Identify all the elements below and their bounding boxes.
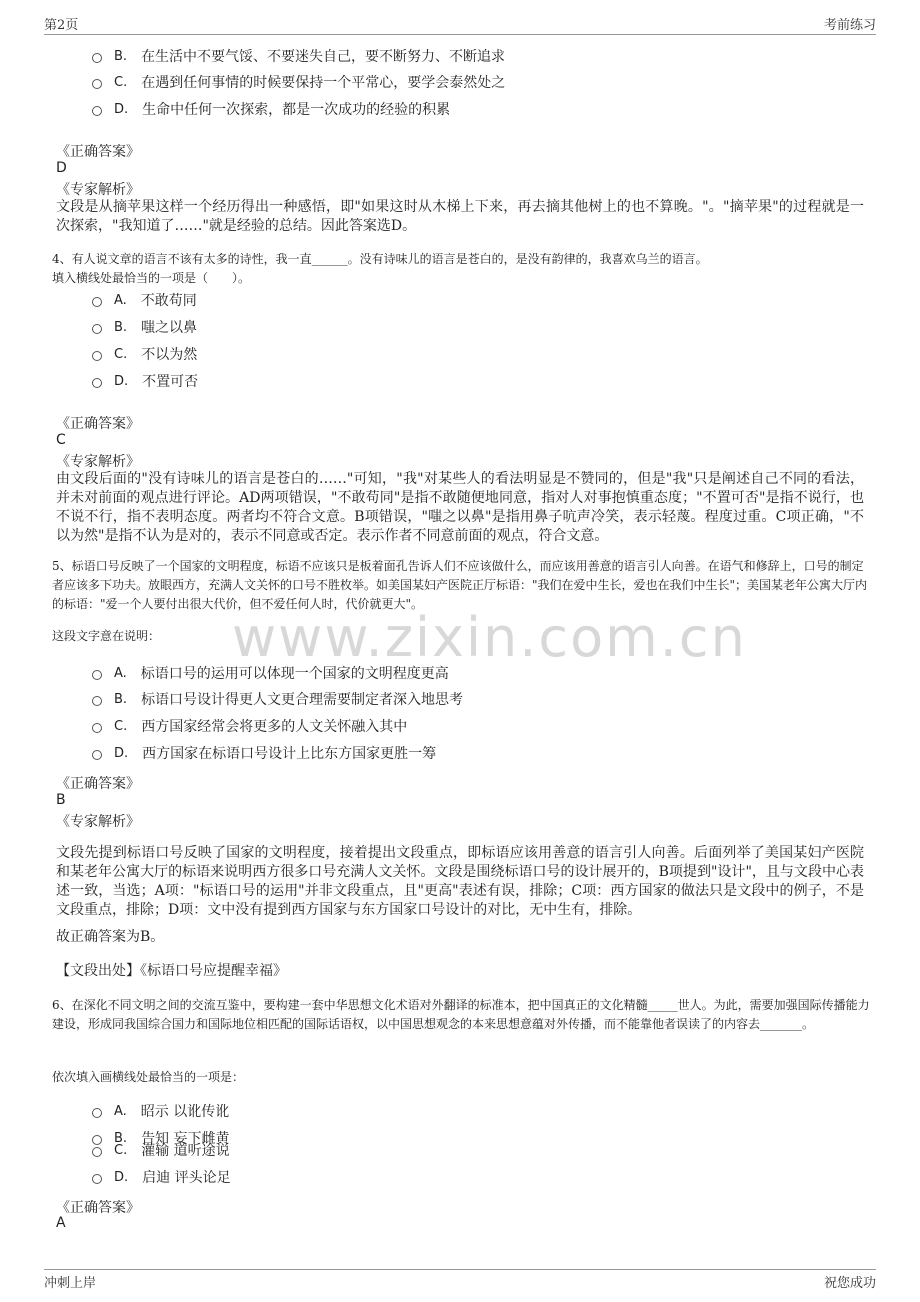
option-key: D. (114, 373, 129, 389)
radio-icon[interactable] (92, 1147, 102, 1157)
q4-answer: C (56, 432, 66, 448)
q4-option-d[interactable] (92, 371, 198, 391)
option-text: 在遇到任何事情的时候要保持一个平常心，要学会泰然处之 (141, 75, 506, 91)
q6-option-c[interactable] (92, 1140, 230, 1160)
radio-icon[interactable] (92, 1108, 102, 1118)
option-key: B. (114, 48, 128, 64)
q5-prompt: 这段文字意在说明： (52, 629, 161, 643)
option-key: C. (114, 74, 128, 90)
q3-analysis: 文段是从摘苹果这样一个经历得出一种感悟，即"如果这时从木梯上下来，再去摘其他树上的也不算晚。"。"摘苹果"的过程就是一次探索，"我知道了……"就是经验的总结。因此答案选D。 (56, 199, 864, 234)
radio-icon[interactable] (92, 1174, 102, 1184)
q4-analysis: 由文段后面的"没有诗味儿的语言是苍白的……"可知，"我"对某些人的看法明显是不赞同的，但是"我"只是阐述自己不同的看法，并未对前面的观点进行评论。AD两项错误，"不敢苟同"是指不敢随便地同意，指对人对事抱慎重态度；"不置可否"是指不说行，也不说不行，指不表明态度。两者均不符合文意。B项错误，"嗤之以鼻"是指用鼻子吭声冷笑，表示轻蔑。程度过重。C项正确，"不以为然"是指不认为是对的，表示不同意或否定。表示作者不同意前面的观点，符合文意。 (56, 471, 864, 544)
page-header (44, 12, 876, 35)
radio-icon[interactable] (92, 378, 102, 388)
option-text: 生命中任何一次探索，都是一次成功的经验的积累 (142, 102, 451, 118)
q5-analysis: 文段先提到标语口号反映了国家的文明程度，接着提出文段重点，即标语应该用善意的语言引人向善。后面列举了美国某妇产医院和某老年公寓大厅的标语来说明西方很多口号充满人文关怀。文段是围绕标语口号的设计展开的，B项提到"设计"，且与文段中心表述一致，当选；A项："标语口号的运用"并非文段重点，且"更高"表述有误，排除；C项：西方国家的做法只是文段中的例子，不是文段重点，排除；D项：文中没有提到西方国家与东方国家口号设计的对比，无中生有，排除。 (56, 845, 864, 918)
q5-option-b[interactable] (92, 689, 463, 709)
q6-prompt: 依次填入画横线处最恰当的一项是： (52, 1070, 245, 1084)
option-key: A. (114, 665, 127, 681)
option-text: 西方国家经常会将更多的人文关怀融入其中 (141, 719, 408, 735)
q4-option-c[interactable] (92, 344, 197, 364)
option-text: 标语口号设计得更人文更合理需要制定者深入地思考 (141, 692, 464, 708)
q3-option-c[interactable] (92, 72, 505, 92)
option-key: C. (114, 346, 128, 362)
option-text: 标语口号的运用可以体现一个国家的文明程度更高 (140, 666, 449, 682)
option-key: B. (114, 1130, 128, 1146)
option-text: 在生活中不要气馁、不要迷失自己，要不断努力、不断追求 (141, 49, 506, 65)
option-key: D. (114, 745, 129, 761)
q4-stem: 4、有人说文章的语言不该有太多的诗性，我一直______。没有诗味儿的语言是苍白的，是没有韵律的，我喜欢乌兰的语言。 (52, 252, 708, 266)
option-text: 不敢苟同 (140, 293, 197, 309)
q4-answer-label: 《正确答案》 (56, 416, 140, 432)
option-text: 不以为然 (141, 347, 198, 363)
q4-analysis-label: 《专家解析》 (56, 454, 140, 470)
q5-answer-label: 《正确答案》 (56, 776, 140, 792)
q6-answer-label: 《正确答案》 (56, 1200, 140, 1216)
radio-icon[interactable] (92, 79, 102, 89)
q4-option-b[interactable] (92, 317, 197, 337)
watermark: www.zixin.com.cn (232, 606, 747, 669)
option-key: B. (114, 319, 128, 335)
q3-answer-label: 《正确答案》 (56, 144, 140, 160)
option-text: 灌输 道听途说 (141, 1143, 230, 1159)
radio-icon[interactable] (92, 750, 102, 760)
q3-answer: D (56, 160, 67, 176)
radio-icon[interactable] (92, 106, 102, 116)
option-key: A. (114, 1103, 127, 1119)
option-text: 告知 妄下雌黄 (141, 1131, 230, 1147)
option-key: A. (114, 292, 127, 308)
q3-option-d[interactable] (92, 99, 450, 119)
q5-stem: 5、标语口号反映了一个国家的文明程度，标语不应该只是板着面孔告诉人们不应该做什么，而应该用善意的语言引人向善。在语气和修辞上，口号的制定者应该多下功夫。放眼西方，充满人文关怀的口号不胜枚举。如美国某妇产医院正厅标语："我们在爱中生长，爱也在我们中生长"；美国某老年公寓大厅内的标语："爱一个人要付出很大代价，但不爱任何人时，代价就更大"。 (52, 559, 868, 611)
option-key: C. (114, 718, 128, 734)
option-key: D. (114, 1169, 129, 1185)
q5-option-d[interactable] (92, 743, 436, 763)
option-text: 西方国家在标语口号设计上比东方国家更胜一筹 (142, 746, 437, 762)
q5-option-c[interactable] (92, 716, 407, 736)
q4-prompt: 填入横线处最恰当的一项是（ ）。 (52, 271, 251, 285)
footer-right-text: 祝您成功 (823, 1275, 876, 1291)
radio-icon[interactable] (92, 670, 102, 680)
q3-analysis-label: 《专家解析》 (56, 182, 140, 198)
option-text: 启迪 评头论足 (142, 1170, 231, 1186)
q4-option-a[interactable] (92, 290, 197, 310)
radio-icon[interactable] (92, 297, 102, 307)
option-text: 昭示 以讹传讹 (140, 1104, 230, 1120)
radio-icon[interactable] (92, 324, 102, 334)
option-key: B. (114, 691, 128, 707)
page-footer (44, 1269, 876, 1292)
option-text: 嗤之以鼻 (141, 320, 198, 336)
radio-icon[interactable] (92, 696, 102, 706)
radio-icon[interactable] (92, 351, 102, 361)
radio-icon[interactable] (92, 723, 102, 733)
q6-option-d[interactable] (92, 1167, 231, 1187)
q5-analysis-label: 《专家解析》 (56, 814, 140, 830)
q5-answer: B (56, 792, 66, 808)
page-number: 第2页 (44, 17, 79, 33)
radio-icon[interactable] (92, 53, 102, 63)
q6-option-a[interactable] (92, 1101, 229, 1121)
q6-answer: A (56, 1215, 66, 1231)
q5-option-a[interactable] (92, 663, 449, 683)
option-text: 不置可否 (142, 374, 199, 390)
header-title: 考前练习 (823, 17, 876, 33)
q5-conclusion: 故正确答案为B。 (56, 929, 165, 945)
option-key: C. (114, 1142, 128, 1158)
q6-stem: 6、在深化不同文明之间的交流互鉴中，要构建一套中华思想文化术语对外翻译的标准本，把中国真正的文化精髓_____世人。为此，需要加强国际传播能力建设，形成同我国综合国力和国际地位相匹配的国际话语权，以中国思想观念的本来思想意蕴对外传播，而不能靠他者误读了的内容去_______。 (52, 998, 870, 1031)
option-key: D. (114, 101, 129, 117)
q5-source: 【文段出处】《标语口号应提醒幸福》 (56, 963, 287, 979)
footer-left-text: 冲刺上岸 (44, 1275, 97, 1291)
q3-option-b[interactable] (92, 46, 505, 66)
